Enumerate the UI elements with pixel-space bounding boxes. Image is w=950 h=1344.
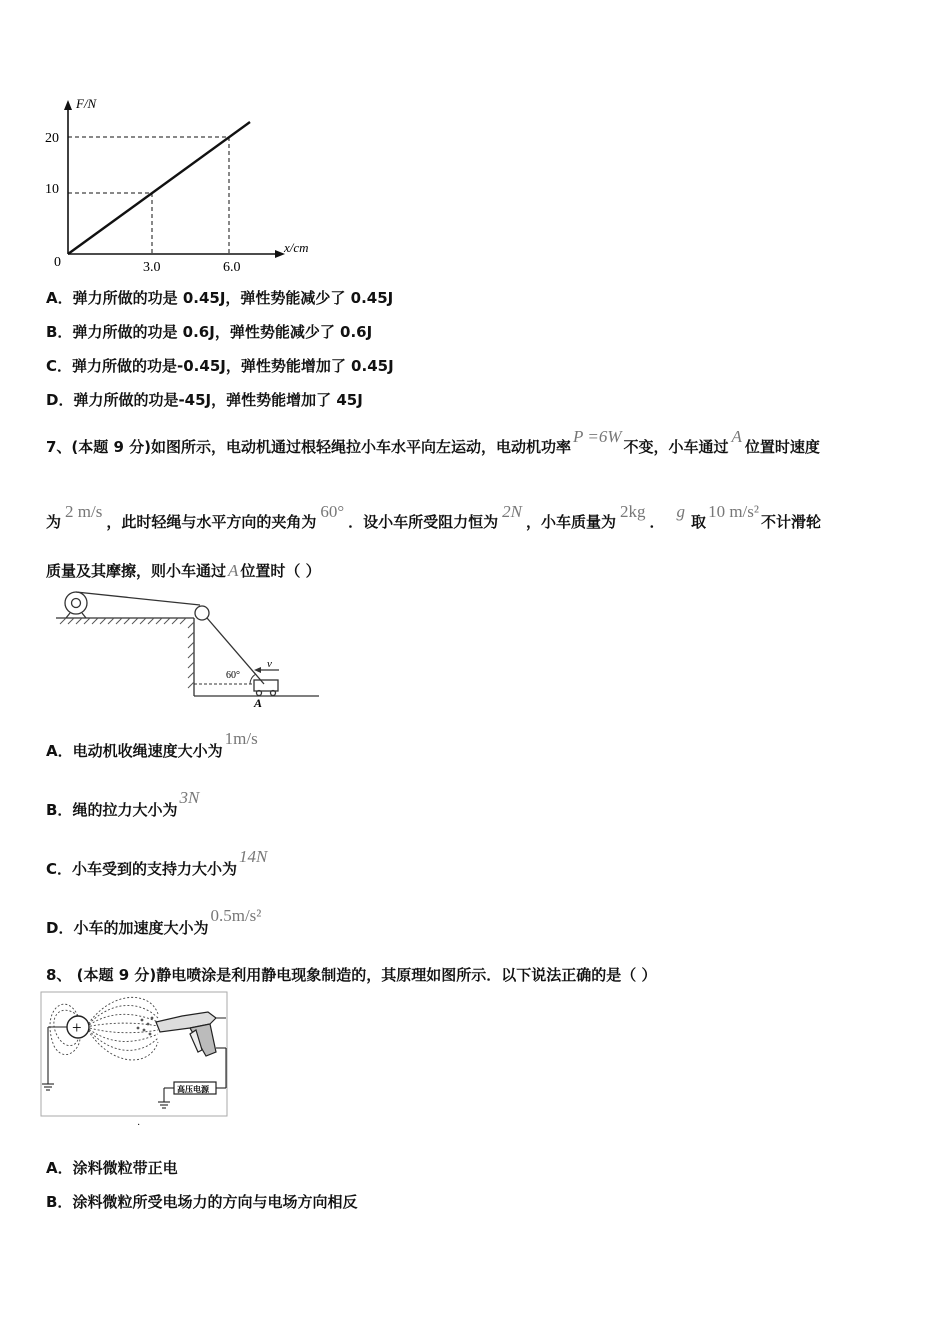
motor-leg [66,613,70,618]
figure-caption-mark: · [137,1120,141,1130]
y-tick-20: 20 [45,131,59,146]
point-a-label: A [254,696,263,710]
option-text: 涂料微粒所受电场力的方向与电场方向相反 [72,1193,358,1211]
q6-option-a[interactable] [46,287,393,308]
option-text: 弹力所做的功是-0.45J，弹性势能增加了 0.45J [72,357,394,375]
motor-cart-figure [54,588,324,710]
option-letter: A． [46,1159,73,1177]
q6-option-b[interactable] [46,321,372,342]
angle-arc [250,674,256,684]
angle-value: 60° [320,502,345,521]
option-letter: A． [46,289,73,307]
option-letter: B． [46,1193,73,1211]
option-text: 电动机收绳速度大小为 [72,742,223,760]
option-math: 3N [179,788,200,807]
force-line [68,122,250,254]
resistance-value: 2N [502,502,523,521]
q7-option-d[interactable] [46,906,262,938]
option-math: 14N [239,847,268,866]
position-a: A [731,427,742,446]
rope-horizontal [76,592,200,605]
option-text: 绳的拉力大小为 [72,801,178,819]
option-math: 1m/s [224,729,258,748]
x-tick-3: 3.0 [143,260,161,275]
q7-option-b[interactable] [46,788,200,820]
force-displacement-graph [36,92,326,277]
option-math: 0.5m/s² [210,906,262,925]
option-text: 涂料微粒带正电 [72,1159,178,1177]
y-axis-arrow [64,100,72,110]
option-text: 小车受到的支持力大小为 [72,860,238,878]
q7-stem-line-1: 7、(本题 9 分)如图所示，电动机通过根轻绳拉小车水平向左运动，电动机功率P =6W不变，小车通过A位置时速度 [46,427,820,456]
spray-gun [156,1012,226,1056]
g-symbol: g [676,502,686,521]
origin-label: 0 [54,255,61,270]
option-text: 弹力所做的功是 0.45J，弹性势能减少了 0.45J [72,289,394,307]
angle-label: 60° [226,670,240,681]
x-axis-label: x/cm [284,240,309,255]
option-letter: C． [46,357,73,375]
figure-frame [41,992,227,1116]
power-value: P =6W [573,427,622,446]
x-tick-6: 6.0 [223,260,241,275]
q8-option-b[interactable] [46,1191,357,1212]
option-letter: D． [46,391,74,409]
q6-option-d[interactable] [46,389,363,410]
speed-value: 2 m/s [65,502,103,521]
power-source-label: 高压电源 [177,1085,209,1094]
option-text: 弹力所做的功是-45J，弹性势能增加了 45J [73,391,363,409]
plus-sign: + [72,1018,82,1037]
q8-option-a[interactable] [46,1157,178,1178]
option-text: 小车的加速度大小为 [73,919,209,937]
option-letter: B． [46,801,73,819]
velocity-arrowhead [254,667,261,673]
y-axis-label: F/N [76,96,97,111]
q7-stem-line-2: 为2 m/s，此时轻绳与水平方向的夹角为60°．设小车所受阻力恒为2N，小车质量为2kg．g取10 m/s²不计滑轮 [46,502,821,531]
g-value: 10 m/s² [708,502,759,521]
option-letter: C． [46,860,73,878]
q8-stem: 8、 (本题 9 分)静电喷涂是利用静电现象制造的，其原理如图所示．以下说法正确的是（ ） [46,966,657,984]
motor-inner [72,599,81,608]
q7-option-c[interactable] [46,847,268,879]
option-letter: D． [46,919,74,937]
position-a: A [228,561,239,580]
mass-value: 2kg [620,502,646,521]
motor-leg [82,613,86,618]
velocity-label: v [267,658,272,670]
electrostatic-spray-figure [40,990,230,1130]
option-text: 弹力所做的功是 0.6J，弹性势能减少了 0.6J [72,323,373,341]
cart-body [254,680,278,691]
pulley [195,606,209,620]
q7-option-a[interactable] [46,729,258,761]
motor-outer [65,592,87,614]
y-tick-10: 10 [45,182,59,197]
option-letter: A． [46,742,73,760]
q6-option-c[interactable] [46,355,394,376]
q7-stem-line-3: 质量及其摩擦，则小车通过 A 位置时（ ） [46,561,321,580]
option-letter: B． [46,323,73,341]
